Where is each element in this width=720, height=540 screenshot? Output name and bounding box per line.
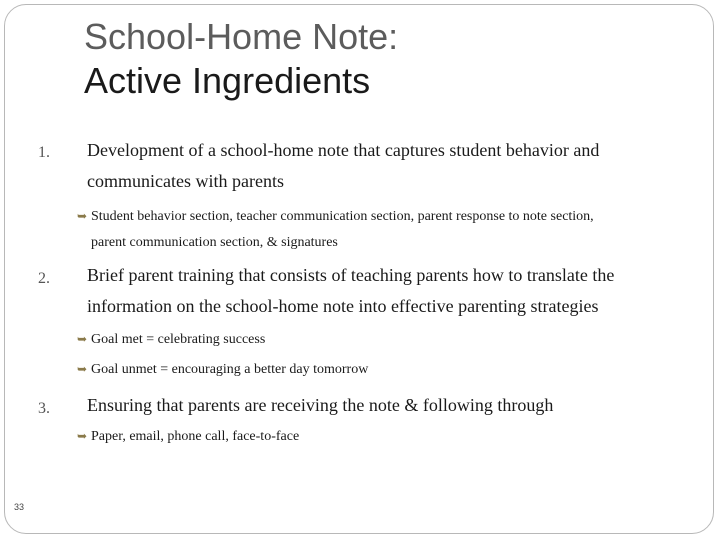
curved-arrow-bullet-icon: ➥ bbox=[77, 332, 88, 346]
item-2-line-1: Brief parent training that consists of teaching parents how to translate the bbox=[87, 265, 615, 285]
sub-item-3-1 bbox=[77, 423, 677, 450]
curved-arrow-bullet-icon: ➥ bbox=[77, 362, 88, 376]
sub-item-1-1-line-1: Student behavior section, teacher communication section, parent response to note section, bbox=[91, 209, 594, 224]
slide-title bbox=[84, 15, 398, 103]
title-line-2: Active Ingredients bbox=[84, 60, 371, 101]
numbered-item-3 bbox=[87, 390, 687, 421]
sub-item-2-2 bbox=[77, 356, 677, 383]
sub-item-2-1-text: Goal met = celebrating success bbox=[91, 332, 266, 347]
item-1-line-2: communicates with parents bbox=[87, 171, 284, 191]
numbered-item-2 bbox=[87, 260, 687, 322]
numbered-item-1 bbox=[87, 135, 687, 197]
sub-item-3-1-text: Paper, email, phone call, face-to-face bbox=[91, 429, 300, 444]
item-1-line-1: Development of a school-home note that captures student behavior and bbox=[87, 140, 600, 160]
curved-arrow-bullet-icon: ➥ bbox=[77, 429, 88, 443]
item-number-2: 2. bbox=[38, 270, 50, 287]
item-3-line-1: Ensuring that parents are receiving the note & following through bbox=[87, 395, 554, 415]
slide bbox=[4, 4, 714, 534]
sub-item-1-1-line-2: parent communication section, & signatures bbox=[91, 235, 338, 250]
item-number-3: 3. bbox=[38, 400, 50, 417]
curved-arrow-bullet-icon: ➥ bbox=[77, 209, 88, 223]
sub-item-2-1 bbox=[77, 326, 677, 353]
sub-item-1-1 bbox=[77, 203, 677, 256]
item-2-line-2: information on the school-home note into effective parenting strategies bbox=[87, 296, 599, 316]
page-number: 33 bbox=[14, 502, 25, 512]
item-number-1: 1. bbox=[38, 144, 50, 161]
title-line-1: School-Home Note: bbox=[84, 16, 399, 57]
sub-item-2-2-text: Goal unmet = encouraging a better day tomorrow bbox=[91, 362, 369, 377]
